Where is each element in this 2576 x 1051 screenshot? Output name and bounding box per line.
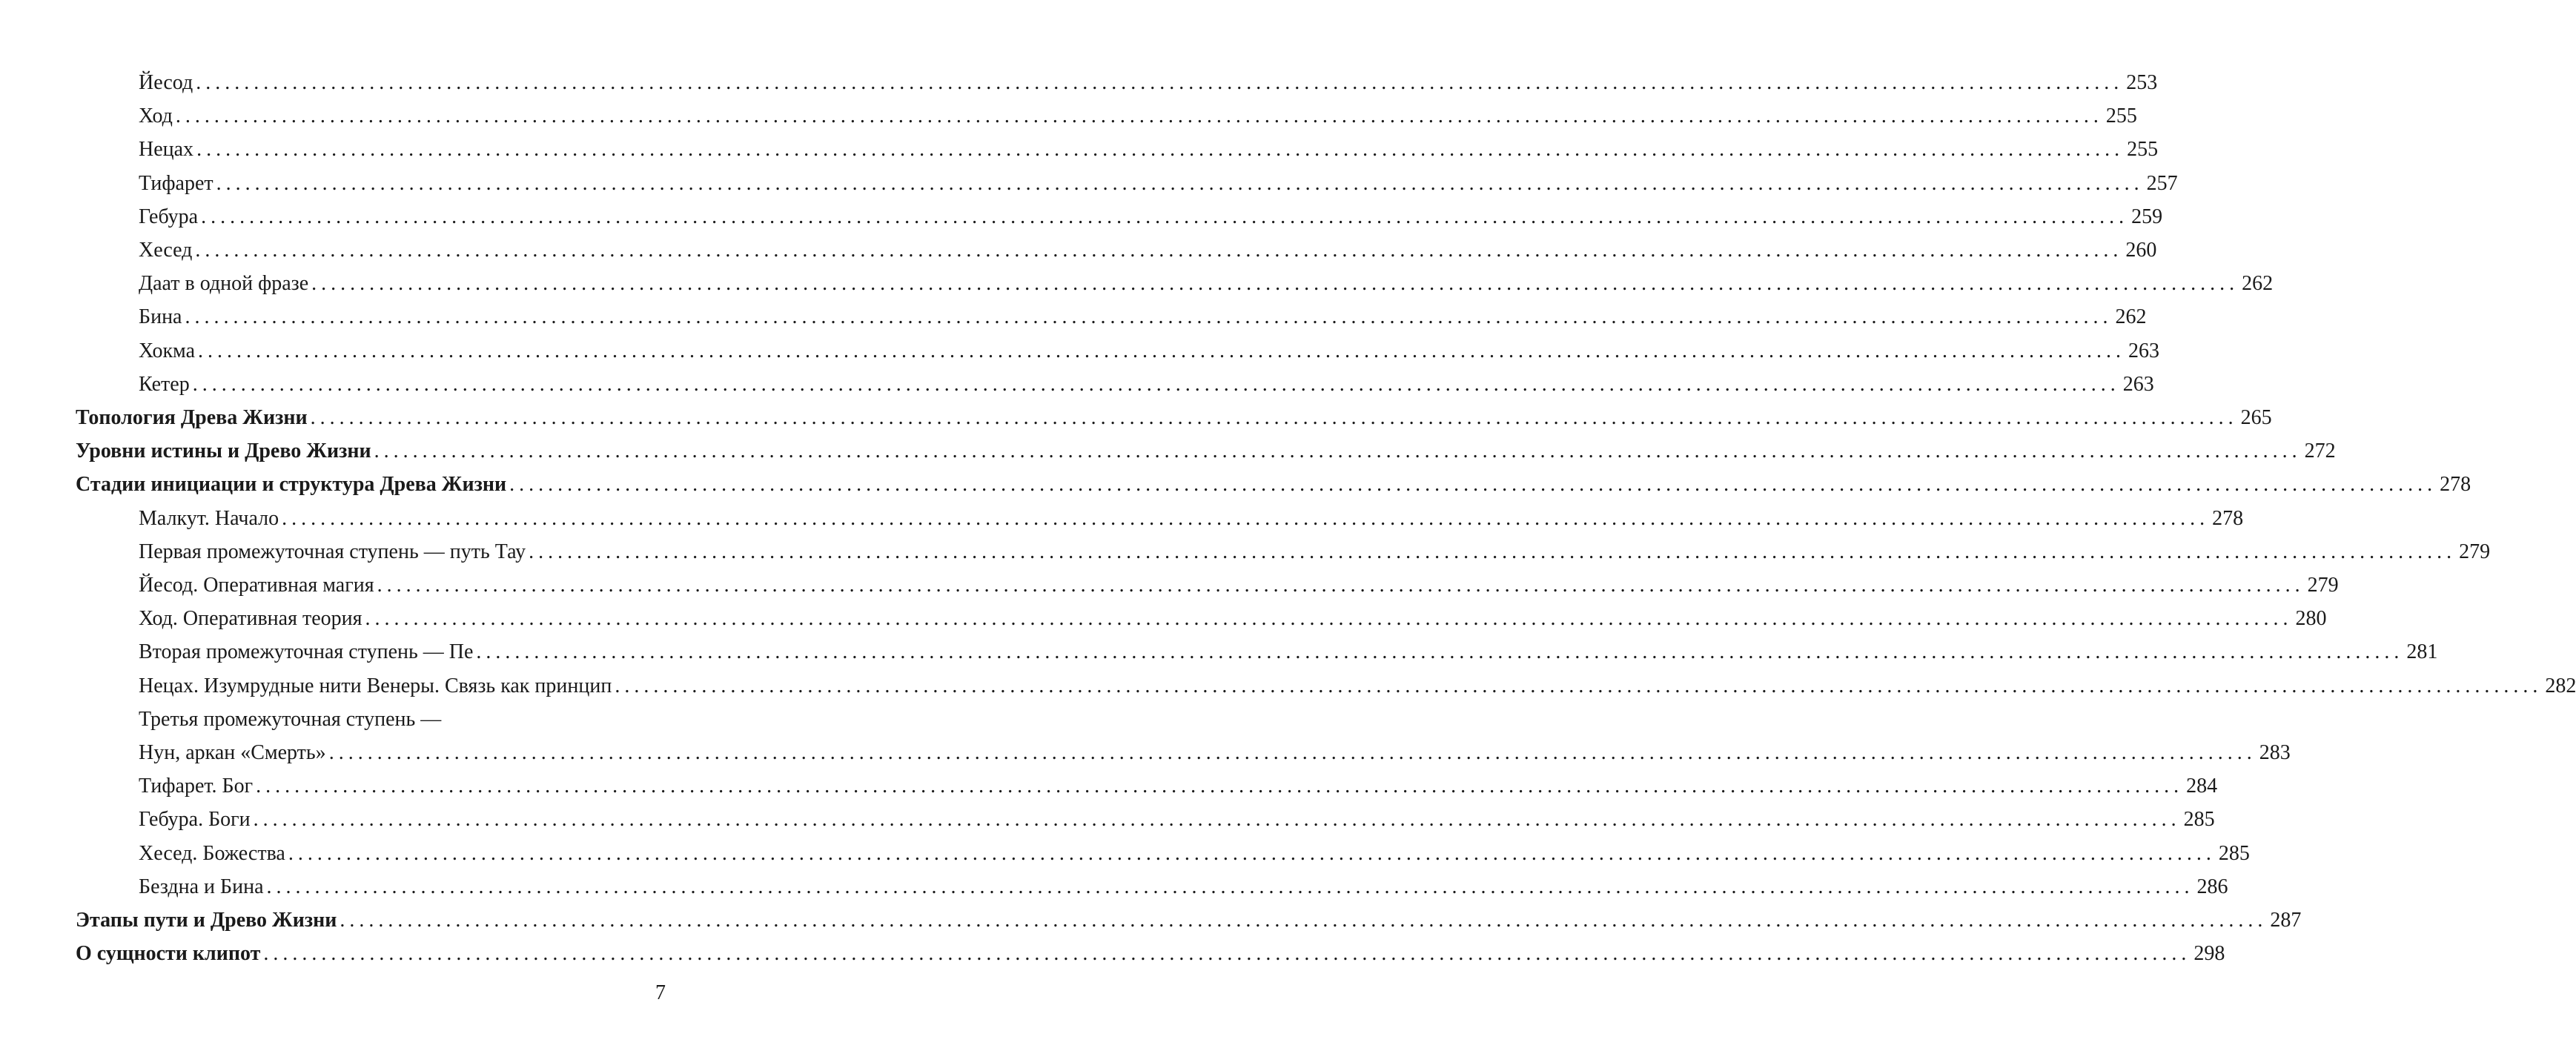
dot-leader: ........................................................................................................................................................................................................ xyxy=(377,574,2305,597)
toc-entry-title: Ход xyxy=(139,105,173,128)
dot-leader: ........................................................................................................................................................................................................ xyxy=(340,909,2268,932)
toc-entry-title: Даат в одной фразе xyxy=(139,272,309,296)
toc-entry-title: Йесод xyxy=(139,71,193,94)
dot-leader: ........................................................................................................................................................................................................ xyxy=(253,808,2181,832)
toc-entry xyxy=(139,669,2576,703)
dot-leader: ........................................................................................................................................................................................................ xyxy=(196,71,2124,94)
toc-entry-title: Первая промежуточная ступень — путь Тау xyxy=(139,540,526,563)
toc-entry-page: 281 xyxy=(2406,640,2438,664)
toc-entry-page: 280 xyxy=(2295,607,2327,631)
toc-entry-title: Вторая промежуточная ступень — Пе xyxy=(139,640,474,664)
toc-entry xyxy=(139,535,2491,568)
dot-leader: ........................................................................................................................................................................................................ xyxy=(310,406,2238,429)
toc-entry-page: 257 xyxy=(2146,171,2178,195)
toc-entry-page: 284 xyxy=(2186,775,2218,798)
dot-leader: ........................................................................................................................................................................................................ xyxy=(282,506,2210,530)
toc-entry-page: 286 xyxy=(2196,875,2228,898)
toc-entry-title: Хесед. Божества xyxy=(139,841,285,865)
toc-entry-page: 287 xyxy=(2270,909,2302,932)
toc-entry xyxy=(139,200,2163,233)
toc-entry xyxy=(76,468,2471,501)
toc-entry xyxy=(139,300,2147,334)
toc-entry xyxy=(139,568,2339,602)
dot-leader: ........................................................................................................................................................................................................ xyxy=(185,305,2113,329)
dot-leader: ........................................................................................................................................................................................................ xyxy=(175,105,2103,128)
toc-entry-page: 278 xyxy=(2440,473,2471,497)
toc-entry xyxy=(76,434,2336,468)
toc-entry xyxy=(139,703,666,736)
toc-entry-page: 283 xyxy=(2259,741,2291,764)
toc-entry xyxy=(76,937,2225,970)
toc-entry xyxy=(139,99,2137,133)
toc-entry-title: Топология Древа Жизни xyxy=(76,406,308,429)
toc-entry xyxy=(139,870,2228,904)
toc-entry-page: 263 xyxy=(2128,339,2160,362)
dot-leader: ........................................................................................................................................................................................................ xyxy=(192,372,2120,396)
toc-entry xyxy=(139,803,2215,836)
toc-entry-title: Нецах. Изумрудные нити Венеры. Связь как принцип xyxy=(139,674,612,697)
toc-entry-title: О сущности клипот xyxy=(76,942,261,966)
toc-entry xyxy=(139,736,2291,769)
dot-leader: ........................................................................................................................................................................................................ xyxy=(288,841,2216,865)
toc-entry-title: Ход. Оперативная теория xyxy=(139,607,362,631)
toc-entry-page: 285 xyxy=(2183,808,2215,832)
toc-entry-title: Этапы пути и Древо Жизни xyxy=(76,909,337,932)
toc-entry xyxy=(76,904,2302,937)
toc-entry-page: 255 xyxy=(2105,105,2137,128)
toc-entry-page: 279 xyxy=(2307,574,2339,597)
toc-entry-title: Стадии инициации и структура Древа Жизни xyxy=(76,473,507,497)
dot-leader: ........................................................................................................................................................................................................ xyxy=(216,171,2144,195)
toc-entry xyxy=(139,602,2327,635)
toc-entry-page: 285 xyxy=(2218,841,2250,865)
toc-entry xyxy=(139,167,2178,200)
dot-leader: ........................................................................................................................................................................................................ xyxy=(266,875,2194,898)
dot-leader: ........................................................................................................................................................................................................ xyxy=(263,942,2191,966)
toc-entry-page: 263 xyxy=(2122,372,2154,396)
toc-entry-title: Уровни истины и Древо Жизни xyxy=(76,440,371,463)
dot-leader: ........................................................................................................................................................................................................ xyxy=(196,138,2125,162)
toc-entry-page: 265 xyxy=(2240,406,2272,429)
toc-entry-title: Гебура xyxy=(139,205,199,228)
toc-entry xyxy=(139,635,2438,669)
toc-entry-title: Тифарет. Бог xyxy=(139,775,254,798)
dot-leader: ........................................................................................................................................................................................................ xyxy=(195,239,2123,262)
toc-entry xyxy=(139,133,2159,166)
toc-entry xyxy=(139,334,2160,368)
toc-entry-page: 262 xyxy=(2242,272,2274,296)
toc-entry xyxy=(76,401,2272,434)
toc-entry xyxy=(139,368,2154,401)
toc-entry-page: 279 xyxy=(2459,540,2491,563)
toc-entry xyxy=(139,267,2274,300)
toc-entry-title: Хесед xyxy=(139,239,193,262)
dot-leader: ........................................................................................................................................................................................................ xyxy=(198,339,2126,362)
dot-leader: ........................................................................................................................................................................................................ xyxy=(476,640,2404,664)
toc-entry-title: Кетер xyxy=(139,372,190,396)
toc-entry-page: 255 xyxy=(2127,138,2159,162)
dot-leader: ........................................................................................................................................................................................................ xyxy=(311,272,2239,296)
dot-leader: ........................................................................................................................................................................................................ xyxy=(509,473,2437,497)
toc-entry-page: 253 xyxy=(2126,71,2158,94)
toc-entry-page: 262 xyxy=(2115,305,2147,329)
dot-leader: ........................................................................................................................................................................................................ xyxy=(256,775,2184,798)
dot-leader: ........................................................................................................................................................................................................ xyxy=(615,674,2543,697)
toc-entry-page: 259 xyxy=(2131,205,2163,228)
dot-leader: ........................................................................................................................................................................................................ xyxy=(374,440,2302,463)
dot-leader: ........................................................................................................................................................................................................ xyxy=(201,205,2129,228)
toc-entry xyxy=(139,837,2250,870)
toc-entry-title: Хокма xyxy=(139,339,196,362)
dot-leader: ........................................................................................................................................................................................................ xyxy=(529,540,2457,563)
toc-entry-title: Тифарет xyxy=(139,171,213,195)
toc-entry-page: 260 xyxy=(2125,239,2157,262)
toc-entry xyxy=(139,66,2158,99)
toc-entry-title: Гебура. Боги xyxy=(139,808,251,832)
toc-entry-page: 282 xyxy=(2545,674,2576,697)
toc-entry-title: Третья промежуточная ступень — xyxy=(139,707,442,731)
toc-entry-title: Нун, аркан «Смерть» xyxy=(139,741,326,764)
toc-entry-title: Малкут. Начало xyxy=(139,506,279,530)
dot-leader: ........................................................................................................................................................................................................ xyxy=(365,607,2293,631)
toc-entry-title: Бина xyxy=(139,305,182,329)
toc-entry xyxy=(139,769,2218,803)
toc-entry-title: Нецах xyxy=(139,138,194,162)
toc-entry-page: 272 xyxy=(2304,440,2336,463)
toc-entry-title: Бездна и Бина xyxy=(139,875,264,898)
dot-leader: ........................................................................................................................................................................................................ xyxy=(328,741,2257,764)
toc-entry-title: Йесод. Оперативная магия xyxy=(139,574,374,597)
toc-entry xyxy=(139,502,2244,535)
toc-entry xyxy=(139,233,2157,267)
toc-entry-page: 298 xyxy=(2193,942,2225,966)
toc-entry-page: 278 xyxy=(2212,506,2244,530)
page-number: 7 xyxy=(655,981,666,1004)
